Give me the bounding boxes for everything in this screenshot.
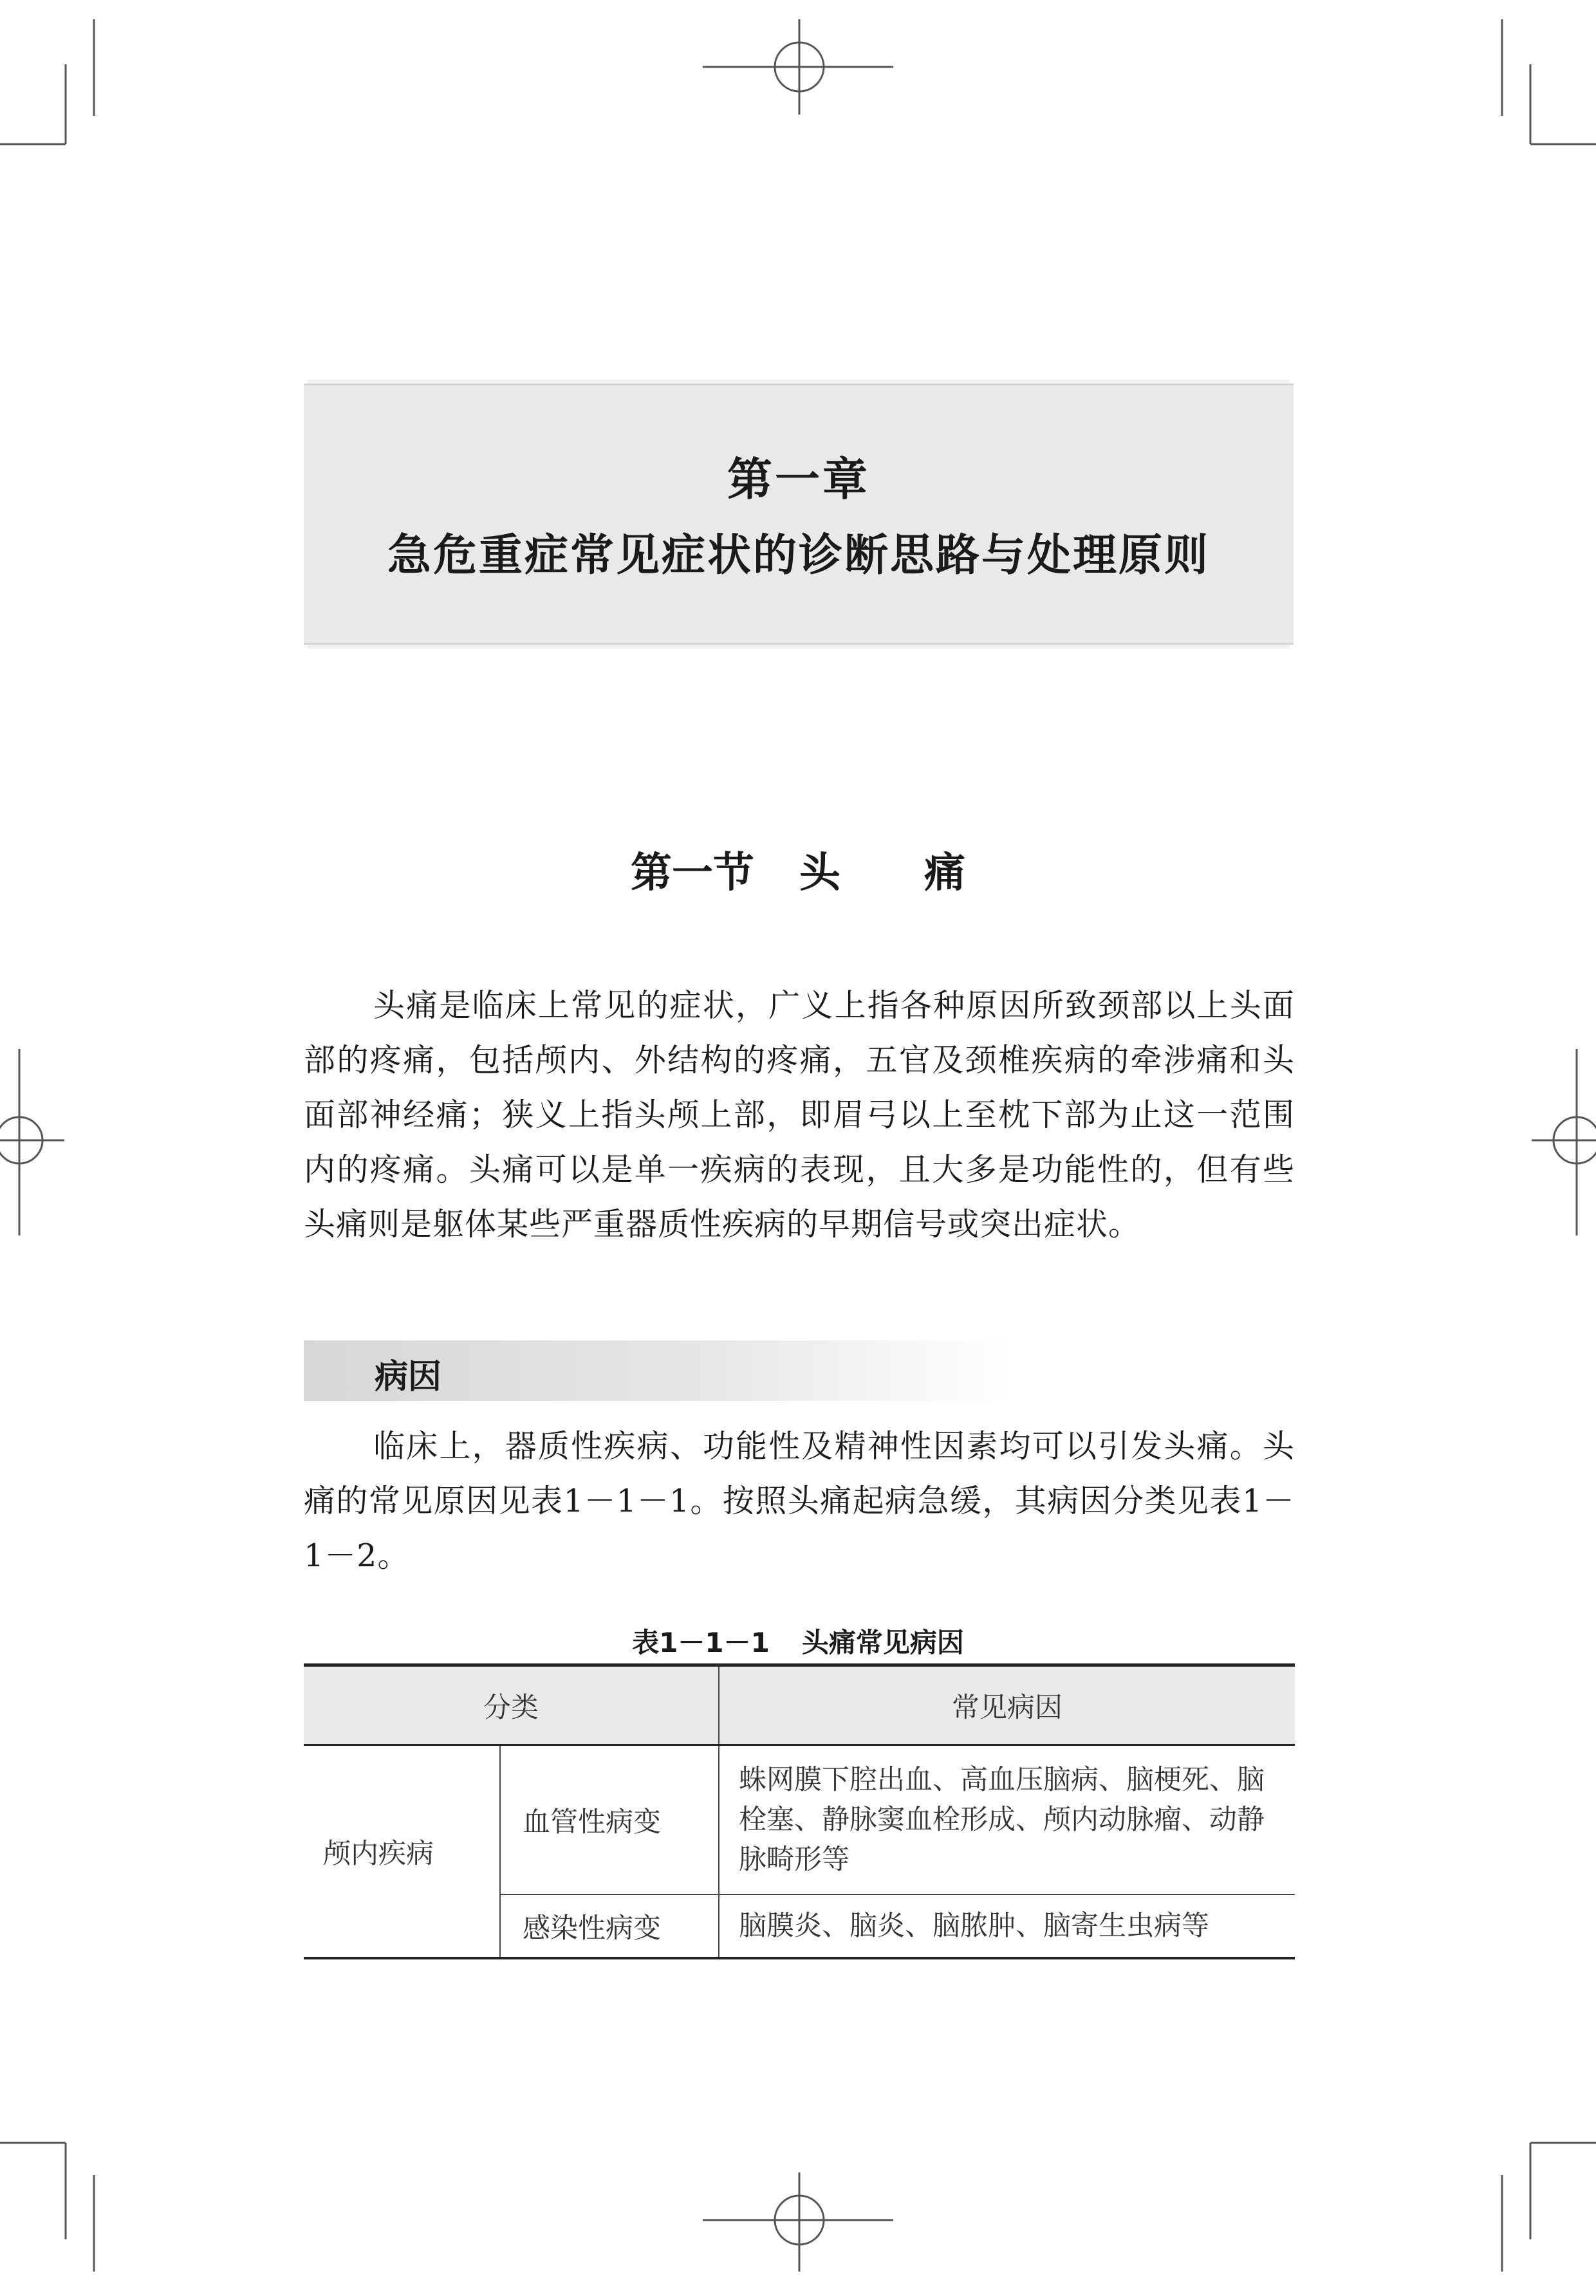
subcategory-cell: 血管性病变 <box>500 1745 719 1895</box>
chapter-number: 第一章 <box>727 452 870 506</box>
etiology-heading: 病因 <box>375 1358 442 1396</box>
section-number: 第一节 <box>631 849 754 897</box>
table-caption-number: 表1－1－1 <box>632 1627 770 1658</box>
etiology-paragraph: 临床上，器质性疾病、功能性及精神性因素均可以引发头痛。头痛的常见原因见表1－1－1。按照头痛起病急缓，其病因分类见表1－1－2。 <box>304 1428 1295 1574</box>
table-caption-title: 头痛常见病因 <box>801 1627 964 1658</box>
section-title-part2: 痛 <box>924 849 965 897</box>
section-title-part1: 头 <box>799 849 840 897</box>
table-row <box>304 1745 1295 1895</box>
table-header-row <box>304 1665 1295 1745</box>
table-caption <box>0 1622 1596 1660</box>
causes-cell: 脑膜炎、脑炎、脑脓肿、脑寄生虫病等 <box>719 1894 1295 1958</box>
headache-causes-table <box>304 1663 1295 1959</box>
header-category: 分类 <box>304 1665 719 1745</box>
chapter-title: 急危重症常见症状的诊断思路与处理原则 <box>387 530 1210 581</box>
chapter-header-box <box>304 384 1294 645</box>
intro-paragraph: 头痛是临床上常见的症状，广义上指各种原因所致颈部以上头面部的疼痛，包括颅内、外结构的疼痛，五官及颈椎疾病的牵涉痛和头面部神经痛；狭义上指头颅上部，即眉弓以上至枕下部为止这一范围内的疼痛。头痛可以是单一疾病的表现，且大多是功能性的，但有些头痛则是躯体某些严重器质性疾病的早期信号或突出症状。 <box>304 987 1295 1243</box>
causes-cell: 蛛网膜下腔出血、高血压脑病、脑梗死、脑栓塞、静脉窦血栓形成、颅内动脉瘤、动静脉畸形等 <box>719 1745 1295 1895</box>
subcategory-cell: 感染性病变 <box>500 1894 719 1958</box>
group-intracranial: 颅内疾病 <box>304 1745 500 1959</box>
section-title <box>0 840 1596 899</box>
etiology-heading-bar <box>304 1340 1012 1401</box>
header-causes: 常见病因 <box>719 1665 1295 1745</box>
